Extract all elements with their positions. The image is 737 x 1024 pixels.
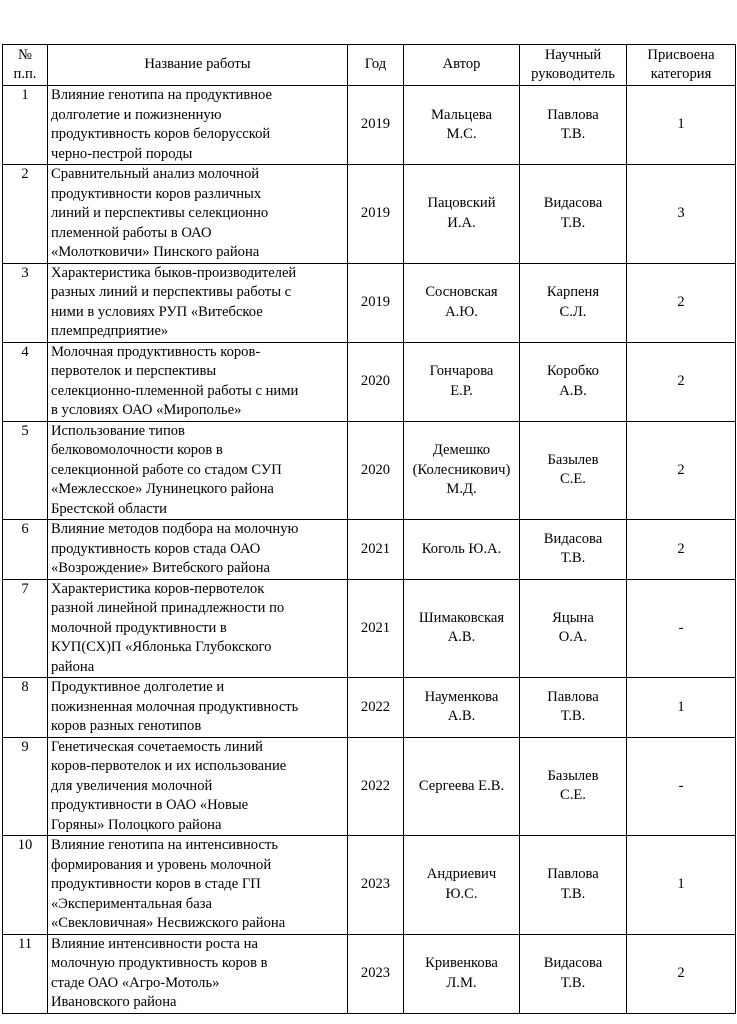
cell-supervisor: Базылев С.Е. <box>520 737 627 836</box>
cell-num: 2 <box>3 165 48 264</box>
table-row <box>3 421 736 520</box>
cell-category: 3 <box>627 165 736 264</box>
header-num: № п.п. <box>3 45 48 86</box>
cell-category: 1 <box>627 678 736 738</box>
cell-title: Использование типов белковомолочности коров в селекционной работе со стадом СУП «Межлесское» Лунинецкого района Брестской области <box>48 421 348 520</box>
cell-supervisor: Коробко А.В. <box>520 342 627 421</box>
cell-supervisor: Базылев С.Е. <box>520 421 627 520</box>
cell-supervisor: Павлова Т.В. <box>520 836 627 935</box>
cell-author: Мальцева М.С. <box>404 86 520 165</box>
cell-category: 2 <box>627 520 736 580</box>
cell-title: Сравнительный анализ молочной продуктивности коров различных линий и перспективы селекционно племенной работы в ОАО «Молотковичи» Пинского района <box>48 165 348 264</box>
cell-year: 2022 <box>348 678 404 738</box>
cell-num: 3 <box>3 263 48 342</box>
cell-title: Влияние генотипа на продуктивное долголетие и пожизненную продуктивность коров белорусской черно-пестрой породы <box>48 86 348 165</box>
table-row <box>3 737 736 836</box>
table-row <box>3 678 736 738</box>
cell-author: Коголь Ю.А. <box>404 520 520 580</box>
cell-year: 2020 <box>348 421 404 520</box>
cell-num: 5 <box>3 421 48 520</box>
cell-supervisor: Павлова Т.В. <box>520 86 627 165</box>
cell-num: 8 <box>3 678 48 738</box>
cell-num: 7 <box>3 579 48 678</box>
research-works-table <box>2 44 736 1014</box>
cell-author: Науменкова А.В. <box>404 678 520 738</box>
cell-author: Андриевич Ю.С. <box>404 836 520 935</box>
cell-num: 10 <box>3 836 48 935</box>
cell-supervisor: Видасова Т.В. <box>520 165 627 264</box>
cell-title: Характеристика быков-производителей разных линий и перспективы работы с ними в условиях РУП «Витебское племпредприятие» <box>48 263 348 342</box>
cell-title: Влияние методов подбора на молочную продуктивность коров стада ОАО «Возрождение» Витебского района <box>48 520 348 580</box>
cell-year: 2019 <box>348 165 404 264</box>
cell-category: 2 <box>627 342 736 421</box>
table-row <box>3 263 736 342</box>
cell-category: 1 <box>627 86 736 165</box>
cell-year: 2023 <box>348 934 404 1013</box>
cell-year: 2023 <box>348 836 404 935</box>
cell-year: 2021 <box>348 520 404 580</box>
cell-supervisor: Видасова Т.В. <box>520 520 627 580</box>
cell-num: 1 <box>3 86 48 165</box>
cell-title: Продуктивное долголетие и пожизненная молочная продуктивность коров разных генотипов <box>48 678 348 738</box>
cell-category: 1 <box>627 836 736 935</box>
cell-author: Кривенкова Л.М. <box>404 934 520 1013</box>
cell-title: Генетическая сочетаемость линий коров-первотелок и их использование для увеличения молочной продуктивности в ОАО «Новые Горяны» Полоцкого района <box>48 737 348 836</box>
table-row <box>3 934 736 1013</box>
cell-num: 11 <box>3 934 48 1013</box>
cell-author: Демешко (Колесникович) М.Д. <box>404 421 520 520</box>
table-header-row <box>3 45 736 86</box>
cell-author: Сергеева Е.В. <box>404 737 520 836</box>
cell-category: 2 <box>627 421 736 520</box>
cell-category: - <box>627 579 736 678</box>
table-row <box>3 342 736 421</box>
header-author: Автор <box>404 45 520 86</box>
cell-category: 2 <box>627 934 736 1013</box>
header-supervisor: Научный руководитель <box>520 45 627 86</box>
cell-year: 2020 <box>348 342 404 421</box>
cell-category: 2 <box>627 263 736 342</box>
cell-num: 6 <box>3 520 48 580</box>
cell-title: Влияние генотипа на интенсивность формирования и уровень молочной продуктивности коров в стаде ГП «Экспериментальная база «Свекловичная» Несвижского района <box>48 836 348 935</box>
cell-num: 4 <box>3 342 48 421</box>
table-row <box>3 520 736 580</box>
header-year: Год <box>348 45 404 86</box>
cell-year: 2022 <box>348 737 404 836</box>
cell-supervisor: Павлова Т.В. <box>520 678 627 738</box>
header-category: Присвоена категория <box>627 45 736 86</box>
table-row <box>3 165 736 264</box>
cell-author: Сосновская А.Ю. <box>404 263 520 342</box>
table-row <box>3 579 736 678</box>
cell-year: 2019 <box>348 86 404 165</box>
table-row <box>3 836 736 935</box>
header-title: Название работы <box>48 45 348 86</box>
table-row <box>3 86 736 165</box>
cell-supervisor: Видасова Т.В. <box>520 934 627 1013</box>
cell-year: 2021 <box>348 579 404 678</box>
cell-supervisor: Яцына О.А. <box>520 579 627 678</box>
cell-title: Характеристика коров-первотелок разной линейной принадлежности по молочной продуктивности в КУП(СХ)П «Яблонька Глубокского района <box>48 579 348 678</box>
cell-author: Пацовский И.А. <box>404 165 520 264</box>
cell-title: Влияние интенсивности роста на молочную продуктивность коров в стаде ОАО «Агро-Мотоль» Ивановского района <box>48 934 348 1013</box>
cell-supervisor: Карпеня С.Л. <box>520 263 627 342</box>
cell-category: - <box>627 737 736 836</box>
cell-title: Молочная продуктивность коров- первотелок и перспективы селекционно-племенной работы с ними в условиях ОАО «Мирополье» <box>48 342 348 421</box>
cell-author: Гончарова Е.Р. <box>404 342 520 421</box>
cell-author: Шимаковская А.В. <box>404 579 520 678</box>
cell-num: 9 <box>3 737 48 836</box>
cell-year: 2019 <box>348 263 404 342</box>
